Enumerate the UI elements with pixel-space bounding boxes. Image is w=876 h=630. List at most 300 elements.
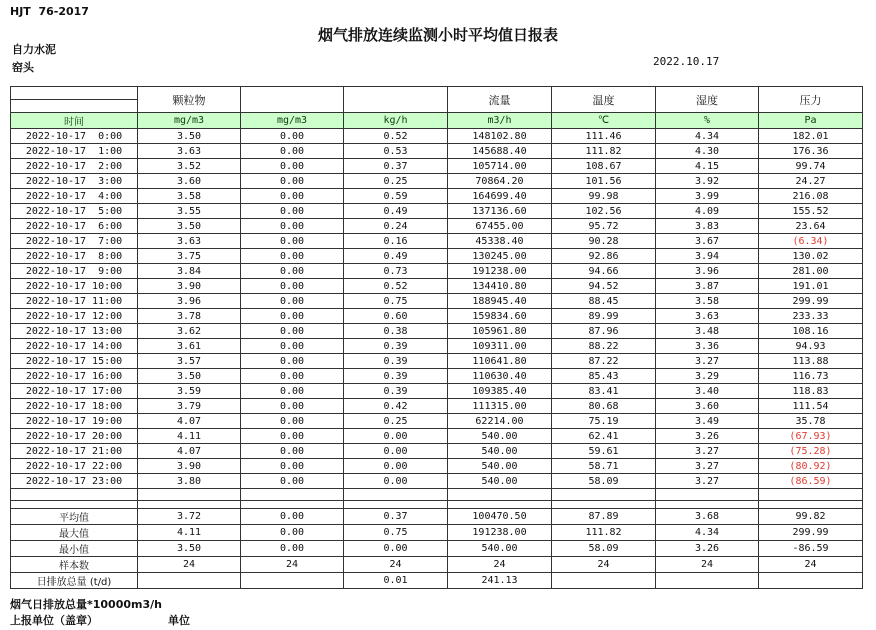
value-cell: 3.75 bbox=[138, 249, 241, 264]
time-cell: 2022-10-17 8:00 bbox=[11, 249, 138, 264]
value-cell: 111315.00 bbox=[448, 399, 552, 414]
time-cell: 2022-10-17 10:00 bbox=[11, 279, 138, 294]
value-cell: 3.90 bbox=[138, 279, 241, 294]
unit-cell-percent: % bbox=[656, 113, 759, 129]
monitoring-point: 窑头 bbox=[12, 61, 34, 74]
time-cell: 2022-10-17 20:00 bbox=[11, 429, 138, 444]
value-cell: 3.67 bbox=[656, 234, 759, 249]
value-cell: 188945.40 bbox=[448, 294, 552, 309]
value-cell: 3.27 bbox=[656, 354, 759, 369]
value-cell: 0.42 bbox=[344, 399, 448, 414]
value-cell: 108.67 bbox=[552, 159, 656, 174]
time-cell: 2022-10-17 14:00 bbox=[11, 339, 138, 354]
value-cell: 0.00 bbox=[241, 339, 344, 354]
summary-value-cell: 24 bbox=[138, 557, 241, 573]
value-cell: 0.00 bbox=[241, 444, 344, 459]
table-row bbox=[11, 144, 863, 159]
value-cell: 3.58 bbox=[656, 294, 759, 309]
summary-label-cell: 最小值 bbox=[11, 541, 138, 557]
value-cell: 4.11 bbox=[138, 429, 241, 444]
value-cell: 75.19 bbox=[552, 414, 656, 429]
header-cell-flow: 流量 bbox=[448, 87, 552, 113]
table-row bbox=[11, 339, 863, 354]
value-cell: 0.38 bbox=[344, 324, 448, 339]
summary-row bbox=[11, 557, 863, 573]
value-cell: (67.93) bbox=[759, 429, 863, 444]
value-cell: 233.33 bbox=[759, 309, 863, 324]
value-cell: 109385.40 bbox=[448, 384, 552, 399]
value-cell: 3.27 bbox=[656, 459, 759, 474]
value-cell: 3.99 bbox=[656, 189, 759, 204]
value-cell: 3.55 bbox=[138, 204, 241, 219]
value-cell: 3.96 bbox=[656, 264, 759, 279]
time-cell: 2022-10-17 12:00 bbox=[11, 309, 138, 324]
value-cell: 92.86 bbox=[552, 249, 656, 264]
unit-cell-mgm3: mg/m3 bbox=[138, 113, 241, 129]
value-cell: 134410.80 bbox=[448, 279, 552, 294]
value-cell: 0.59 bbox=[344, 189, 448, 204]
header-cell-humidity: 湿度 bbox=[656, 87, 759, 113]
summary-value-cell: 24 bbox=[552, 557, 656, 573]
summary-value-cell: 4.34 bbox=[656, 525, 759, 541]
value-cell: 540.00 bbox=[448, 444, 552, 459]
standard-code: HJT 76-2017 bbox=[10, 5, 89, 18]
value-cell: 105714.00 bbox=[448, 159, 552, 174]
value-cell: 0.00 bbox=[344, 459, 448, 474]
value-cell: 105961.80 bbox=[448, 324, 552, 339]
value-cell: 137136.60 bbox=[448, 204, 552, 219]
table-row bbox=[11, 234, 863, 249]
value-cell: 67455.00 bbox=[448, 219, 552, 234]
value-cell: 176.36 bbox=[759, 144, 863, 159]
value-cell: 3.96 bbox=[138, 294, 241, 309]
blank-cell bbox=[344, 489, 448, 501]
summary-value-cell: 111.82 bbox=[552, 525, 656, 541]
summary-value-cell bbox=[552, 573, 656, 589]
value-cell: 90.28 bbox=[552, 234, 656, 249]
table-row bbox=[11, 324, 863, 339]
value-cell: 0.00 bbox=[344, 474, 448, 489]
value-cell: 88.45 bbox=[552, 294, 656, 309]
summary-value-cell: 3.72 bbox=[138, 509, 241, 525]
table-row bbox=[11, 219, 863, 234]
summary-value-cell: 3.68 bbox=[656, 509, 759, 525]
blank-cell bbox=[656, 501, 759, 509]
table-row bbox=[11, 294, 863, 309]
value-cell: 3.50 bbox=[138, 369, 241, 384]
value-cell: 159834.60 bbox=[448, 309, 552, 324]
value-cell: 3.83 bbox=[656, 219, 759, 234]
value-cell: 0.00 bbox=[241, 429, 344, 444]
value-cell: 80.68 bbox=[552, 399, 656, 414]
value-cell: 148102.80 bbox=[448, 129, 552, 144]
value-cell: 130.02 bbox=[759, 249, 863, 264]
header-cell-blank bbox=[11, 100, 138, 113]
value-cell: 0.52 bbox=[344, 279, 448, 294]
value-cell: 0.00 bbox=[241, 474, 344, 489]
time-cell: 2022-10-17 6:00 bbox=[11, 219, 138, 234]
time-cell: 2022-10-17 7:00 bbox=[11, 234, 138, 249]
time-cell: 2022-10-17 19:00 bbox=[11, 414, 138, 429]
value-cell: 111.82 bbox=[552, 144, 656, 159]
value-cell: 0.00 bbox=[344, 444, 448, 459]
value-cell: 3.52 bbox=[138, 159, 241, 174]
value-cell: 0.00 bbox=[241, 129, 344, 144]
value-cell: 3.87 bbox=[656, 279, 759, 294]
table-row bbox=[11, 369, 863, 384]
value-cell: 164699.40 bbox=[448, 189, 552, 204]
value-cell: 110630.40 bbox=[448, 369, 552, 384]
summary-value-cell bbox=[656, 573, 759, 589]
value-cell: 3.40 bbox=[656, 384, 759, 399]
value-cell: 24.27 bbox=[759, 174, 863, 189]
value-cell: 58.71 bbox=[552, 459, 656, 474]
table-row bbox=[11, 129, 863, 144]
value-cell: 0.00 bbox=[241, 279, 344, 294]
value-cell: 58.09 bbox=[552, 474, 656, 489]
value-cell: 0.00 bbox=[241, 219, 344, 234]
value-cell: 70864.20 bbox=[448, 174, 552, 189]
value-cell: 0.00 bbox=[241, 399, 344, 414]
company-name: 自力水泥 bbox=[12, 43, 56, 56]
unit-cell-celsius: ℃ bbox=[552, 113, 656, 129]
table-row bbox=[11, 384, 863, 399]
value-cell: 3.92 bbox=[656, 174, 759, 189]
value-cell: 0.16 bbox=[344, 234, 448, 249]
reporting-unit-stamp-label: 上报单位（盖章） bbox=[10, 614, 98, 627]
summary-value-cell: 3.50 bbox=[138, 541, 241, 557]
value-cell: 0.24 bbox=[344, 219, 448, 234]
value-cell: 83.41 bbox=[552, 384, 656, 399]
value-cell: 3.57 bbox=[138, 354, 241, 369]
value-cell: 0.25 bbox=[344, 414, 448, 429]
summary-row bbox=[11, 509, 863, 525]
unit-cell-kgh: kg/h bbox=[344, 113, 448, 129]
value-cell: 109311.00 bbox=[448, 339, 552, 354]
value-cell: 540.00 bbox=[448, 474, 552, 489]
value-cell: 0.52 bbox=[344, 129, 448, 144]
unit-cell-mgm3: mg/m3 bbox=[241, 113, 344, 129]
summary-row bbox=[11, 525, 863, 541]
value-cell: 540.00 bbox=[448, 459, 552, 474]
value-cell: 0.00 bbox=[241, 234, 344, 249]
table-row bbox=[11, 204, 863, 219]
blank-cell bbox=[448, 489, 552, 501]
value-cell: 3.79 bbox=[138, 399, 241, 414]
unit-cell-m3h: m3/h bbox=[448, 113, 552, 129]
time-cell: 2022-10-17 16:00 bbox=[11, 369, 138, 384]
blank-cell bbox=[138, 501, 241, 509]
table-row bbox=[11, 249, 863, 264]
value-cell: 0.00 bbox=[241, 324, 344, 339]
time-cell: 2022-10-17 9:00 bbox=[11, 264, 138, 279]
summary-value-cell: 3.26 bbox=[656, 541, 759, 557]
value-cell: 94.66 bbox=[552, 264, 656, 279]
value-cell: 4.30 bbox=[656, 144, 759, 159]
value-cell: 216.08 bbox=[759, 189, 863, 204]
summary-value-cell: 0.01 bbox=[344, 573, 448, 589]
value-cell: (6.34) bbox=[759, 234, 863, 249]
value-cell: 35.78 bbox=[759, 414, 863, 429]
value-cell: 94.52 bbox=[552, 279, 656, 294]
value-cell: 4.34 bbox=[656, 129, 759, 144]
table-row bbox=[11, 309, 863, 324]
data-rows bbox=[11, 129, 863, 489]
time-cell: 2022-10-17 1:00 bbox=[11, 144, 138, 159]
table-row bbox=[11, 159, 863, 174]
value-cell: 0.00 bbox=[241, 264, 344, 279]
summary-value-cell: 0.00 bbox=[241, 509, 344, 525]
time-cell: 2022-10-17 2:00 bbox=[11, 159, 138, 174]
value-cell: 0.39 bbox=[344, 369, 448, 384]
value-cell: 59.61 bbox=[552, 444, 656, 459]
value-cell: 0.00 bbox=[241, 294, 344, 309]
table-row bbox=[11, 414, 863, 429]
flow-total-note: 烟气日排放总量*10000m3/h bbox=[10, 598, 162, 611]
value-cell: 191238.00 bbox=[448, 264, 552, 279]
value-cell: 0.00 bbox=[241, 309, 344, 324]
value-cell: 88.22 bbox=[552, 339, 656, 354]
table-row bbox=[11, 399, 863, 414]
value-cell: 108.16 bbox=[759, 324, 863, 339]
value-cell: 45338.40 bbox=[448, 234, 552, 249]
value-cell: 111.46 bbox=[552, 129, 656, 144]
value-cell: 0.49 bbox=[344, 204, 448, 219]
summary-value-cell: 0.00 bbox=[241, 525, 344, 541]
report-date: 2022.10.17 bbox=[653, 55, 720, 68]
value-cell: (86.59) bbox=[759, 474, 863, 489]
unit-cell-pa: Pa bbox=[759, 113, 863, 129]
value-cell: 99.74 bbox=[759, 159, 863, 174]
header-cell-blank bbox=[11, 87, 138, 100]
value-cell: 299.99 bbox=[759, 294, 863, 309]
table-row bbox=[11, 354, 863, 369]
summary-value-cell: 241.13 bbox=[448, 573, 552, 589]
group-header-row bbox=[11, 87, 863, 100]
value-cell: 3.26 bbox=[656, 429, 759, 444]
value-cell: 0.00 bbox=[344, 429, 448, 444]
blank-cell bbox=[11, 501, 138, 509]
value-cell: 0.39 bbox=[344, 354, 448, 369]
value-cell: 87.22 bbox=[552, 354, 656, 369]
header-cell-blank bbox=[241, 87, 344, 113]
time-cell: 2022-10-17 13:00 bbox=[11, 324, 138, 339]
summary-value-cell: 540.00 bbox=[448, 541, 552, 557]
value-cell: 3.29 bbox=[656, 369, 759, 384]
summary-label-cell: 样本数 bbox=[11, 557, 138, 573]
summary-value-cell: -86.59 bbox=[759, 541, 863, 557]
time-cell: 2022-10-17 21:00 bbox=[11, 444, 138, 459]
time-cell: 2022-10-17 11:00 bbox=[11, 294, 138, 309]
value-cell: 3.59 bbox=[138, 384, 241, 399]
summary-value-cell bbox=[138, 573, 241, 589]
summary-value-cell: 299.99 bbox=[759, 525, 863, 541]
blank-cell bbox=[138, 489, 241, 501]
summary-value-cell bbox=[241, 573, 344, 589]
value-cell: 0.53 bbox=[344, 144, 448, 159]
value-cell: 62214.00 bbox=[448, 414, 552, 429]
summary-row bbox=[11, 541, 863, 557]
value-cell: 0.00 bbox=[241, 204, 344, 219]
value-cell: 3.78 bbox=[138, 309, 241, 324]
spacer-row bbox=[11, 501, 863, 509]
value-cell: 3.36 bbox=[656, 339, 759, 354]
summary-value-cell: 24 bbox=[241, 557, 344, 573]
value-cell: 4.15 bbox=[656, 159, 759, 174]
summary-value-cell: 0.00 bbox=[344, 541, 448, 557]
value-cell: 110641.80 bbox=[448, 354, 552, 369]
unit-header-row bbox=[11, 113, 863, 129]
summary-value-cell: 24 bbox=[759, 557, 863, 573]
value-cell: 94.93 bbox=[759, 339, 863, 354]
table-row bbox=[11, 279, 863, 294]
value-cell: 130245.00 bbox=[448, 249, 552, 264]
table-row bbox=[11, 264, 863, 279]
summary-value-cell: 0.37 bbox=[344, 509, 448, 525]
table-header bbox=[11, 87, 863, 129]
value-cell: 0.00 bbox=[241, 159, 344, 174]
time-cell: 2022-10-17 5:00 bbox=[11, 204, 138, 219]
value-cell: 3.48 bbox=[656, 324, 759, 339]
value-cell: 0.00 bbox=[241, 174, 344, 189]
value-cell: 281.00 bbox=[759, 264, 863, 279]
blank-cell bbox=[759, 489, 863, 501]
summary-value-cell: 58.09 bbox=[552, 541, 656, 557]
table-row bbox=[11, 429, 863, 444]
table-row bbox=[11, 189, 863, 204]
value-cell: (80.92) bbox=[759, 459, 863, 474]
summary-value-cell: 4.11 bbox=[138, 525, 241, 541]
value-cell: 3.60 bbox=[656, 399, 759, 414]
header-cell-temperature: 温度 bbox=[552, 87, 656, 113]
value-cell: 3.49 bbox=[656, 414, 759, 429]
value-cell: 0.00 bbox=[241, 459, 344, 474]
value-cell: 111.54 bbox=[759, 399, 863, 414]
blank-cell bbox=[11, 489, 138, 501]
table-row bbox=[11, 444, 863, 459]
value-cell: 0.00 bbox=[241, 384, 344, 399]
time-cell: 2022-10-17 3:00 bbox=[11, 174, 138, 189]
value-cell: 0.49 bbox=[344, 249, 448, 264]
value-cell: 102.56 bbox=[552, 204, 656, 219]
value-cell: 0.39 bbox=[344, 384, 448, 399]
table-row bbox=[11, 174, 863, 189]
value-cell: 3.63 bbox=[656, 309, 759, 324]
value-cell: 3.58 bbox=[138, 189, 241, 204]
summary-value-cell: 0.75 bbox=[344, 525, 448, 541]
table-row bbox=[11, 474, 863, 489]
value-cell: 3.63 bbox=[138, 234, 241, 249]
summary-value-cell: 24 bbox=[656, 557, 759, 573]
summary-label-cell: 平均值 bbox=[11, 509, 138, 525]
value-cell: 145688.40 bbox=[448, 144, 552, 159]
value-cell: 113.88 bbox=[759, 354, 863, 369]
report-table bbox=[10, 86, 863, 589]
blank-cell bbox=[656, 489, 759, 501]
value-cell: 3.27 bbox=[656, 474, 759, 489]
value-cell: 4.07 bbox=[138, 414, 241, 429]
value-cell: 0.60 bbox=[344, 309, 448, 324]
value-cell: 0.25 bbox=[344, 174, 448, 189]
value-cell: 95.72 bbox=[552, 219, 656, 234]
summary-value-cell: 0.00 bbox=[241, 541, 344, 557]
value-cell: 0.75 bbox=[344, 294, 448, 309]
value-cell: 0.37 bbox=[344, 159, 448, 174]
value-cell: 3.50 bbox=[138, 129, 241, 144]
value-cell: 0.73 bbox=[344, 264, 448, 279]
header-cell-particulate: 颗粒物 bbox=[138, 87, 241, 113]
value-cell: 3.80 bbox=[138, 474, 241, 489]
blank-cell bbox=[344, 501, 448, 509]
unit-label: 单位 bbox=[168, 614, 190, 627]
value-cell: 155.52 bbox=[759, 204, 863, 219]
time-cell: 2022-10-17 15:00 bbox=[11, 354, 138, 369]
summary-label-cell: 日排放总量 (t/d) bbox=[11, 573, 138, 589]
value-cell: 0.00 bbox=[241, 414, 344, 429]
summary-value-cell: 24 bbox=[344, 557, 448, 573]
summary-value-cell: 24 bbox=[448, 557, 552, 573]
blank-cell bbox=[552, 489, 656, 501]
value-cell: 0.00 bbox=[241, 189, 344, 204]
value-cell: 0.00 bbox=[241, 369, 344, 384]
value-cell: 89.99 bbox=[552, 309, 656, 324]
summary-row bbox=[11, 573, 863, 589]
header-cell-pressure: 压力 bbox=[759, 87, 863, 113]
value-cell: 4.07 bbox=[138, 444, 241, 459]
blank-cell bbox=[241, 489, 344, 501]
time-cell: 2022-10-17 17:00 bbox=[11, 384, 138, 399]
value-cell: 0.39 bbox=[344, 339, 448, 354]
time-cell: 2022-10-17 4:00 bbox=[11, 189, 138, 204]
summary-rows bbox=[11, 509, 863, 589]
time-cell: 2022-10-17 0:00 bbox=[11, 129, 138, 144]
table-row bbox=[11, 459, 863, 474]
spacer-row bbox=[11, 489, 863, 501]
value-cell: 3.94 bbox=[656, 249, 759, 264]
summary-value-cell: 99.82 bbox=[759, 509, 863, 525]
value-cell: 0.00 bbox=[241, 144, 344, 159]
blank-cell bbox=[448, 501, 552, 509]
value-cell: 87.96 bbox=[552, 324, 656, 339]
value-cell: 3.60 bbox=[138, 174, 241, 189]
value-cell: 3.62 bbox=[138, 324, 241, 339]
unit-cell-time: 时间 bbox=[11, 113, 138, 129]
blank-cell bbox=[241, 501, 344, 509]
value-cell: 540.00 bbox=[448, 429, 552, 444]
value-cell: 3.63 bbox=[138, 144, 241, 159]
time-cell: 2022-10-17 18:00 bbox=[11, 399, 138, 414]
value-cell: 3.84 bbox=[138, 264, 241, 279]
value-cell: 99.98 bbox=[552, 189, 656, 204]
spacer-rows bbox=[11, 489, 863, 509]
value-cell: 4.09 bbox=[656, 204, 759, 219]
time-cell: 2022-10-17 22:00 bbox=[11, 459, 138, 474]
value-cell: 116.73 bbox=[759, 369, 863, 384]
value-cell: 3.50 bbox=[138, 219, 241, 234]
value-cell: 0.00 bbox=[241, 249, 344, 264]
report-title: 烟气排放连续监测小时平均值日报表 bbox=[317, 26, 558, 44]
blank-cell bbox=[552, 501, 656, 509]
value-cell: 62.41 bbox=[552, 429, 656, 444]
summary-label-cell: 最大值 bbox=[11, 525, 138, 541]
time-cell: 2022-10-17 23:00 bbox=[11, 474, 138, 489]
value-cell: 85.43 bbox=[552, 369, 656, 384]
value-cell: (75.28) bbox=[759, 444, 863, 459]
header-cell-blank bbox=[344, 87, 448, 113]
value-cell: 191.01 bbox=[759, 279, 863, 294]
value-cell: 3.61 bbox=[138, 339, 241, 354]
value-cell: 3.27 bbox=[656, 444, 759, 459]
